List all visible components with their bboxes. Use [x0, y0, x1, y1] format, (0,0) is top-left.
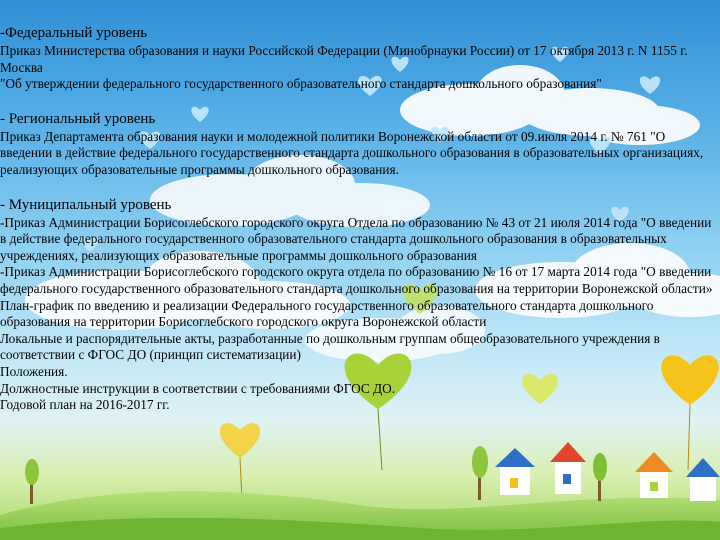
- federal-line: "Об утверждении федерального государственного образовательного стандарта дошкольного образования": [0, 76, 602, 92]
- tree-icon: [472, 446, 488, 500]
- tree-icon: [25, 459, 39, 504]
- municipal-line: -Приказ Администрации Борисоглебского городского округа Отдела по образованию № 43 от 21 июля 2014 года "О введении в действие федерального государственного образовательного стандарта дошкольного образования в образовательных учреждениях, реализующих образовательные программы дошкольного образования: [0, 214, 712, 263]
- content-text: [0, 24, 716, 414]
- municipal-heading: - Муниципальный уровень: [0, 196, 172, 213]
- municipal-line: Годовой план на 2016-2017 гг.: [0, 397, 170, 413]
- regional-line: Приказ Департамента образования науки и молодежной политики Воронежской области от 09.июля 2014 г. № 761 "О введении в действие федерального государственного стандарта дошкольного образования в образовательных организациях, реализующих образовательные программы дошкольного образования.: [0, 128, 704, 177]
- house-icon: [686, 458, 720, 501]
- municipal-line: Должностные инструкции в соответствии с требованиями ФГОС ДО.: [0, 380, 396, 396]
- municipal-line: План-график по введению и реализации Федерального государственного образовательного стандарта дошкольного образования на территории Борисоглебского городского округа Воронежской области: [0, 297, 654, 330]
- federal-heading: -Федеральный уровень: [0, 25, 148, 41]
- regional-heading: - Региональный уровень: [0, 110, 156, 127]
- tree-icon: [593, 453, 607, 501]
- house-icon: [550, 442, 586, 494]
- federal-line: Приказ Министерства образования и науки Российской Федерации (Минобрнауки России) от 17 октября 2013 г. N 1155 г. Москва: [0, 43, 688, 75]
- municipal-line: -Приказ Администрации Борисоглебского городского округа отдела по образованию № 16 от 17 марта 2014 года "О введении федерального государственного образовательного стандарта дошкольного образования на территории Воронежской области»: [0, 264, 713, 296]
- house-icon: [495, 448, 535, 495]
- municipal-line: Локальные и распорядительные акты, разработанные по дошкольным группам общеобразовательного учреждения в соответствии с ФГОС ДО (принцип систематизации): [0, 330, 660, 363]
- heart-balloon-icon: [220, 423, 260, 500]
- municipal-line: Положения.: [0, 363, 68, 379]
- house-icon: [635, 452, 673, 498]
